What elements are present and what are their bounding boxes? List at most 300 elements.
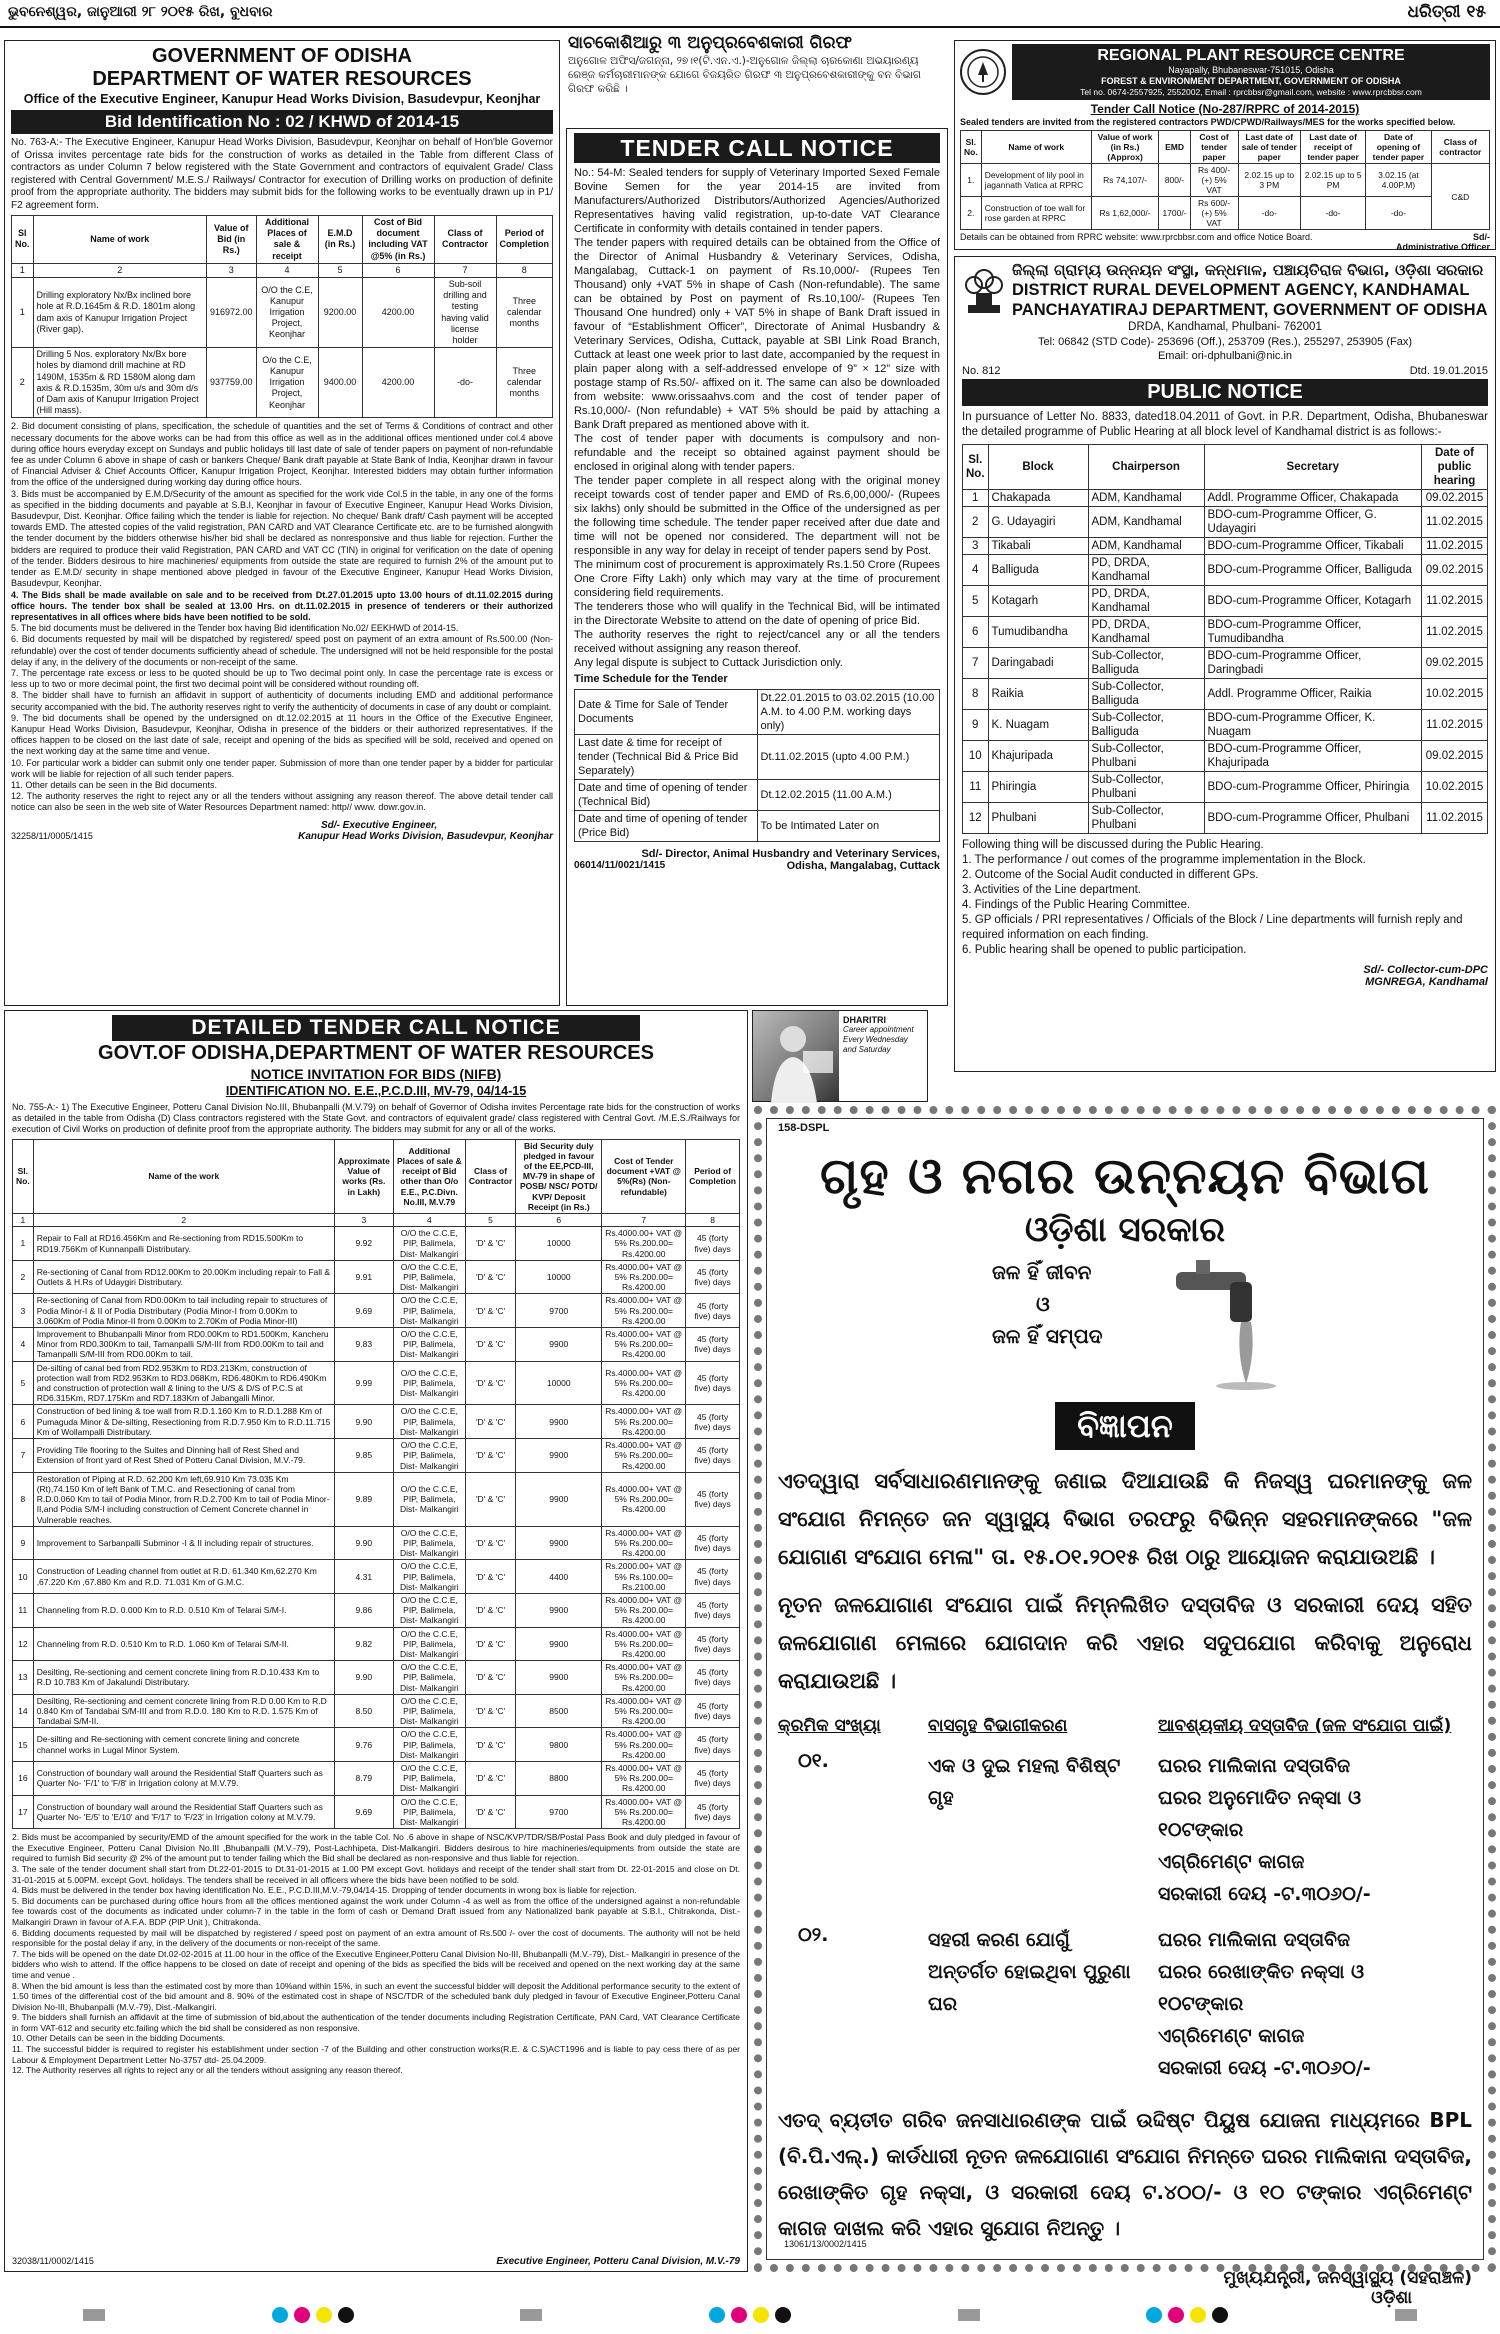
drda-cell: K. Nuagam — [988, 710, 1088, 741]
pcd-cell: O/O the C.C.E, PIP, Balimela, Dist- Malkangiri — [393, 1439, 465, 1473]
rprc-cell: 3.02.15 (at 4.00P.M) — [1366, 164, 1431, 197]
pcd-cell: 9900 — [516, 1472, 602, 1526]
pcd-cell: 8.50 — [334, 1694, 393, 1728]
pcd-clauses — [12, 1832, 740, 2076]
registration-group — [1143, 2307, 1231, 2328]
pcd-cell: 'D' & 'C' — [465, 1761, 515, 1795]
hud-doc: ୧୦ଟଙ୍କାର — [1158, 1993, 1244, 2015]
drda-cell: Addl. Programme Officer, Raikia — [1204, 679, 1421, 710]
dwr-th-value: Value of Bid (in Rs.) — [206, 216, 256, 264]
pcd-cell: 'D' & 'C' — [465, 1526, 515, 1560]
black-dot-icon — [775, 2307, 791, 2323]
dwr-signature-office: Kanupur Head Works Division, Basudevpur, Keonjhar — [298, 830, 553, 842]
pcd-cell: O/O the C.C.E, PIP, Balimela, Dist- Malkangiri — [393, 1294, 465, 1328]
dwr-clauses — [11, 421, 553, 813]
pcd-cell: Improvement to Sarbanpalli Subminor -I & II including repair of structures. — [33, 1526, 334, 1560]
pcd-cell: 9.90 — [334, 1526, 393, 1560]
pcd-cell: 45 (forty five) days — [686, 1361, 740, 1405]
pcd-cell: 14 — [13, 1694, 34, 1728]
registration-group — [269, 2307, 357, 2328]
pcd-th: Bid Security duly pledged in favour of the EE,PCD-III, MV-79 in shape of POSB/ NSC/ POTD/ KVP/ Deposit Receipt (in Rs.) — [516, 1139, 602, 1213]
dwr-colnum-row — [12, 263, 553, 277]
pcd-clause: 10. Other Details can be seen in the bidding Documents. — [12, 2033, 226, 2044]
hud-row — [778, 1750, 1472, 1910]
pcd-cell: Repair to Fall at RD16.456Km and Re-sectioning from RD15.500Km to RD19.756Km of Kunnanpalli Distributary. — [33, 1227, 334, 1261]
table-row — [575, 735, 940, 780]
pcd-cell: 9800 — [516, 1728, 602, 1762]
pcd-cell: 3 — [13, 1294, 34, 1328]
drda-cell: Raikia — [988, 679, 1088, 710]
dwr-cell: O/o the C.E, Kanupur Irrigation Project, Keonjhar — [256, 348, 318, 418]
pcd-cell: Rs.4000.00+ VAT @ 5% Rs.200.00= Rs.4200.00 — [602, 1761, 686, 1795]
table-row — [13, 1260, 740, 1294]
odia-news-body: ଅନୁଗୋଳ ଅଫିସ/ଜଗନ୍ନା, ୨୭।୧(ଟି.ଏନ.ଏ.)-ଅନୁଗୋଳ ଜିଲ୍ଲା ଚାରକୋଣା ଅଭୟାରଣ୍ୟ ରେଞ୍ଜ କର୍ମଚାରୀମାନଙ୍କ ଯୋଗେ ବିଜୟରିତ ଗିରଫ ୩ ଅନୁପ୍ରବେଶକାରୀଙ୍କୁ ବନ ବିଭାଗ ଗିରଫ କରିଛି । — [568, 55, 921, 95]
drda-cell: 10 — [963, 741, 989, 772]
table-row — [575, 780, 940, 811]
hud-table-header — [778, 1716, 1472, 1736]
registration-group — [706, 2307, 794, 2328]
rprc-notice — [954, 40, 1496, 250]
pcd-notice — [4, 1010, 748, 2272]
pcd-clause: 12. The Authority reserves all rights to reject any or all the tenders without assigning any reason thereof. — [12, 2065, 403, 2076]
pcd-cell: 45 (forty five) days — [686, 1526, 740, 1560]
gray-bar-icon — [83, 2309, 105, 2321]
pcd-cell: Rs.4000.00+ VAT @ 5% Rs.200.00= Rs.4200.00 — [602, 1795, 686, 1829]
drda-line1: DISTRICT RURAL DEVELOPMENT AGENCY, KANDHAMAL — [1012, 281, 1470, 299]
pcd-cell: O/O the C.C.E, PIP, Balimela, Dist- Malkangiri — [393, 1694, 465, 1728]
drda-cell: Sub-Collector, Phulbani — [1088, 803, 1204, 834]
pcd-cell: Rs.4000.00+ VAT @ 5% Rs.200.00= Rs.4200.00 — [602, 1472, 686, 1526]
pcd-cell: 8800 — [516, 1761, 602, 1795]
hud-title-wrap — [778, 1402, 1472, 1450]
pcd-cell: Rs.4000.00+ VAT @ 5% Rs.200.00= Rs.4200.00 — [602, 1328, 686, 1362]
dwr-cell: 1 — [12, 278, 34, 348]
drda-cell: Khajuripada — [988, 741, 1088, 772]
dharitri-ad-text-block — [839, 1011, 927, 1101]
rprc-cell: C&D — [1431, 164, 1489, 230]
pcd-th: Approximate Value of works (Rs. in Lakh) — [334, 1139, 393, 1213]
pcd-cell: 45 (forty five) days — [686, 1328, 740, 1362]
pcd-cell: Providing Tile flooring to the Suites and Dinning hall of Rest Shed and Extension of front yard of Rest Shed of Potteru Canal Division, M.V.-79. — [33, 1439, 334, 1473]
table-row — [963, 679, 1488, 710]
pcd-th: Period of Completion — [686, 1139, 740, 1213]
rprc-cell: Rs 600/- (+) 5% VAT — [1190, 197, 1238, 230]
dwr-cell: 916972.00 — [206, 278, 256, 348]
ahvs-para: Any legal dispute is subject to Cuttack Jurisdiction only. — [574, 657, 843, 669]
table-row — [13, 1627, 740, 1661]
rprc-notice-title: Tender Call Notice (No-287/RPRC of 2014-2015) — [1090, 102, 1360, 116]
hud-col1: କ୍ରମିକ ସଂଖ୍ୟା — [778, 1716, 881, 1736]
dwr-cell: 4200.00 — [362, 348, 434, 418]
ahvs-body — [574, 166, 940, 670]
pcd-colnum: 8 — [686, 1214, 740, 1227]
rprc-th: Name of work — [981, 131, 1091, 164]
dwr-th-cost: Cost of Bid document including VAT @5% (in Rs.) — [362, 216, 434, 264]
pcd-cell: Rs.2000.00+ VAT @ 5% Rs.100.00= Rs.2100.00 — [602, 1560, 686, 1594]
hud-doc: ଘରର ମାଲିକାନା ଦସ୍ତାବିଜ — [1158, 1755, 1351, 1777]
drda-cell: Phulbani — [988, 803, 1088, 834]
pcd-footer — [12, 2256, 740, 2267]
dwr-cell: Drilling exploratory Nx/Bx inclined bore hole at R.D.1645m & R.D. 1801m along dam axis of Kanupur Irrigation Project (River gap). — [33, 278, 206, 348]
pcd-th: Additional Places of sale & receipt of Bid other than O/o E.E., P.C.Divn. No.III, M.V.79 — [393, 1139, 465, 1213]
pcd-th: Cost of Tender document +VAT @ 5%(Rs) (Non-refundable) — [602, 1139, 686, 1213]
rprc-cell: 1. — [961, 164, 982, 197]
drda-cell: 09.02.2015 — [1422, 490, 1488, 507]
pcd-cell: 'D' & 'C' — [465, 1405, 515, 1439]
registration-group — [1392, 2308, 1420, 2326]
ahvs-signature2: Odisha, Mangalabag, Cuttack — [786, 860, 940, 872]
rprc-cell: -do- — [1300, 197, 1365, 230]
rprc-cell: Rs 1,62,000/- — [1091, 197, 1159, 230]
pcd-cell: 9.89 — [334, 1472, 393, 1526]
drda-cell: 10.02.2015 — [1422, 772, 1488, 803]
pcd-cell: Re-sectioning of Canal from RD0.00Km to tail including repair to structures of Podia Minor-I & II of Podia Distributary (Podia Minor-I from 0.00Km to 3.060Km of Podia Minor-II from 0.00Km to 2.70Km of Podia Minor-III) — [33, 1294, 334, 1328]
rprc-footer-text: Details can be obtained from RPRC website: www.rprcbbsr.com and office Notice Board. — [960, 232, 1313, 242]
dwr-ref-no: 32258/11/0005/1415 — [11, 830, 93, 841]
dwr-cell: Three calendar months — [496, 348, 552, 418]
pcd-cell: Construction of boundary wall around the Residential Staff Quarters such as Quarter No- 'E/5' to 'E/10' and 'F/17' to 'F/23' in Irrigation colony at M.V.79. — [33, 1795, 334, 1829]
table-row — [13, 1661, 740, 1695]
ahvs-schedule-table — [574, 689, 940, 842]
drda-cell: BDO-cum-Programme Officer, Tikabali — [1204, 538, 1421, 555]
drda-no: No. 812 — [962, 365, 1001, 377]
drda-signature: Sd/- Collector-cum-DPC — [1363, 964, 1488, 976]
drda-odia-header: ଜିଲ୍ଲା ଗ୍ରାମ୍ୟ ଉନ୍ନୟନ ସଂସ୍ଥା, କନ୍ଧମାଳ, ପଞ୍ଚାୟତିରାଜ ବିଭାଗ, ଓଡ଼ିଶା ସରକାର — [1012, 261, 1484, 279]
masthead-right: ଧରିତ୍ରୀ ୧୫ — [1407, 2, 1486, 22]
rprc-cell: 2. — [961, 197, 982, 230]
dwr-signature: Sd/- Executive Engineer, — [321, 819, 438, 831]
rprc-th: EMD — [1159, 131, 1190, 164]
table-row — [963, 555, 1488, 586]
ahvs-cell: Dt.22.01.2015 to 03.02.2015 (10.00 A.M. to 4.00 P.M. working days only) — [757, 690, 940, 735]
black-dot-icon — [338, 2307, 354, 2323]
drda-line2: PANCHAYATIRAJ DEPARTMENT, GOVERNMENT OF ODISHA — [1012, 301, 1488, 319]
pcd-cell: Improvement to Bhubanpalli Minor from RD0.00Km to RD1.500Km, Kancheru Minor from RD0.300Km to tail, Tamanpalli S/M-III from RD0.00Km to tail and Tamanpalli S/M-III from RD0.00Km to tail. — [33, 1328, 334, 1362]
pcd-cell: Construction of Leading channel from outlet at R.D. 61.340 Km,62.270 Km ,67.220 Km ,67.880 Km and R.D. 71.031 Km of G.M.C. — [33, 1560, 334, 1594]
pcd-cell: 9.82 — [334, 1627, 393, 1661]
drda-tel: Tel: 06842 (STD Code)- 253696 (Off.), 253709 (Res.), 255297, 253905 (Fax) — [1037, 336, 1412, 348]
pcd-clause: 6. Bidding documents requested by mail will be dispatched by registered / speed post on payment of an extra amount of Rs.500 /- over the cost of documents. The authority will not be held responsible for the postal delay if any, in the delivery of the documents or non-receipt of the same. — [12, 1927, 740, 1949]
magenta-dot-icon — [294, 2307, 310, 2323]
hud-doc: ଘରର ରେଖାଙ୍କିତ ନକ୍ସା ଓ — [1158, 1961, 1365, 1983]
rprc-logo-icon — [960, 49, 1006, 95]
rprc-footer — [960, 232, 1490, 252]
pcd-cell: O/O the C.C.E, PIP, Balimela, Dist- Malkangiri — [393, 1526, 465, 1560]
ahvs-cell: Date and time of opening of tender (Technical Bid) — [575, 780, 758, 811]
drda-cell: 11.02.2015 — [1422, 586, 1488, 617]
drda-cell: BDO-cum-Programme Officer, K. Nuagam — [1204, 710, 1421, 741]
pcd-cell: 'D' & 'C' — [465, 1661, 515, 1695]
pcd-cell: 9900 — [516, 1439, 602, 1473]
ahvs-para: The cost of tender paper with documents is compulsory and non-refundable and the receipt so obtained against payment should be enclosed in original along with tender papers. — [574, 433, 940, 473]
ahvs-para: The minimum cost of procurement is approximately Rs.1.50 Crore (Rupees One Crore Fifty Lakh) only which may vary at the time of procurement considering field requirements. — [574, 559, 940, 599]
rprc-signature-block — [1396, 232, 1490, 252]
registration-group — [80, 2308, 108, 2326]
pcd-cell: Rs.4000.00+ VAT @ 5% Rs.200.00= Rs.4200.00 — [602, 1227, 686, 1261]
pcd-cell: Desilting, Re-sectioning and cement concrete lining from R.D 0.00 Km to R.D 0.840 Km of Tandabai S/M-III and from R.D.0. 180 Km to R.D. 1.575 Km of Tandabai S/M-II. — [33, 1694, 334, 1728]
drda-cell: ADM, Kandhamal — [1088, 507, 1204, 538]
pcd-cell: 'D' & 'C' — [465, 1627, 515, 1661]
pcd-cell: 9.69 — [334, 1795, 393, 1829]
cyan-dot-icon — [1146, 2307, 1162, 2323]
pcd-cell: O/O the C.C.E, PIP, Balimela, Dist- Malkangiri — [393, 1405, 465, 1439]
dharitri-ad — [752, 1010, 928, 1102]
hud-row-no: ୦୧. — [798, 1750, 829, 1772]
pcd-cell: 6 — [13, 1405, 34, 1439]
pcd-cell: 45 (forty five) days — [686, 1439, 740, 1473]
pcd-cell: Re-sectioning of Canal from RD12.00Km to 20.00Km including repair to Fall & Outlets & H.Rs of Udaygiri Distributary. — [33, 1260, 334, 1294]
pcd-cell: O/O the C.C.E, PIP, Balimela, Dist- Malkangiri — [393, 1661, 465, 1695]
ahvs-ref-no: 06014/11/0021/1415 — [574, 860, 666, 871]
drda-cell: 11.02.2015 — [1422, 710, 1488, 741]
hud-p1: ଏତଦ୍ୱାରା ସର୍ବସାଧାରଣମାନଙ୍କୁ ଜଣାଇ ଦିଆଯାଉଛି କି ନିଜସ୍ୱ ଘରମାନଙ୍କୁ ଜଳ ସଂଯୋଗ ନିମନ୍ତେ ଜନ ସ୍ୱାସ୍ଥ୍ୟ ବିଭାଗ ତରଫରୁ ବିଭିନ୍ନ ସହରମାନଙ୍କରେ "ଜଳ ଯୋଗାଣ ସଂଯୋଗ ମେଳା" ତା. ୧୫.୦୧.୨୦୧୫ ରିଖ ଠାରୁ ଆୟୋଜନ କରାଯାଉଅଛି । — [778, 1469, 1472, 1569]
ahvs-notice — [566, 128, 948, 1006]
pcd-clause: 8. When the bid amount is less than the estimated cost by more than 10%and within 15%, in such an event the successful bidder will deposit the Additional performance security to the extent of 1.50 times of the differential cost of the bid amount and 8. 90% of the estimated cost in shape of NSC/TDR of the scheduled bank duly pledged in favour of Executive Engineer,Potteru Canal Division No-III, Bhubanpalli (M.V.-79), Dist.-Malkangiri. — [12, 1980, 740, 2012]
drda-cell: 09.02.2015 — [1422, 741, 1488, 772]
rprc-header — [960, 44, 1490, 100]
drda-cell: 09.02.2015 — [1422, 555, 1488, 586]
pcd-cell: 2 — [13, 1260, 34, 1294]
drda-cell: Kotagarh — [988, 586, 1088, 617]
pcd-cell: 9.83 — [334, 1328, 393, 1362]
dwr-colnum: 5 — [318, 263, 362, 277]
table-row — [963, 507, 1488, 538]
pcd-cell: 9900 — [516, 1661, 602, 1695]
rprc-th: Value of work (in Rs.) (Approx) — [1091, 131, 1159, 164]
pcd-cell: Rs.4000.00+ VAT @ 5% Rs.200.00= Rs.4200.00 — [602, 1627, 686, 1661]
rprc-cell: -do- — [1238, 197, 1300, 230]
table-row — [13, 1694, 740, 1728]
table-row — [963, 490, 1488, 507]
ahvs-schedule-title: Time Schedule for the Tender — [574, 673, 728, 685]
rprc-th: Class of contractor — [1431, 131, 1489, 164]
pcd-cell: 8500 — [516, 1694, 602, 1728]
drda-cell: PD, DRDA, Kandhamal — [1088, 555, 1204, 586]
pcd-cell: 8.79 — [334, 1761, 393, 1795]
dwr-govt: GOVERNMENT OF ODISHA — [151, 45, 412, 67]
pcd-cell: 9.69 — [334, 1294, 393, 1328]
pcd-colnum: 2 — [33, 1214, 334, 1227]
rprc-intro: Sealed tenders are invited from the registered contractors PWD/CPWD/Railways/MES for the works specified below. — [960, 117, 1456, 127]
odia-news-title: ସାଚକୋଶିଆରୁ ୩ ଅନୁପ୍ରବେଶକାରୀ ଗିରଫ — [568, 33, 852, 53]
dwr-clause: 6. Bid documents requested by mail will be dispatched by registered/ speed post on payment of an extra amount of Rs.500.00 (Non-refundable) over the cost of tender documents sufficiently ahead of schedule. The undersigned will not be held responsible for the postal delay if any, in the delivery of the documents or non-receipt of the same. — [11, 634, 554, 667]
drda-email: Email: ori-dphulbani@nic.in — [1157, 350, 1293, 362]
table-row — [13, 1795, 740, 1829]
drda-th: Sl. No. — [963, 445, 989, 490]
pcd-cell: 9900 — [516, 1593, 602, 1627]
pcd-cell: 9.91 — [334, 1260, 393, 1294]
table-row — [963, 710, 1488, 741]
drda-date: Dtd. 19.01.2015 — [1409, 365, 1488, 377]
hud-p2: ନୂତନ ଜଳଯୋଗାଣ ସଂଯୋଗ ପାଇଁ ନିମ୍ନଲିଖିତ ଦସ୍ତାବିଜ ଓ ସରକାରୀ ଦେୟ ସହିତ ଜଳଯୋଗାଣ ମେଳାରେ ଯୋଗଦାନ କରି ଏହାର ସଦୁପଯୋଗ କରିବାକୁ ଅନୁରୋଧ କରାଯାଉଅଛି । — [778, 1593, 1472, 1693]
dwr-th-class: Class of Contractor — [434, 216, 496, 264]
pcd-colnum: 4 — [393, 1214, 465, 1227]
pcd-cell: 15 — [13, 1728, 34, 1762]
pcd-cell: 45 (forty five) days — [686, 1472, 740, 1526]
pcd-cell: 45 (forty five) days — [686, 1593, 740, 1627]
pcd-ref-no: 32038/11/0002/1415 — [12, 2255, 94, 2266]
hud-code: 158-DSPL — [778, 1122, 830, 1134]
dwr-dept: DEPARTMENT OF WATER RESOURCES — [92, 68, 472, 90]
table-row — [963, 772, 1488, 803]
drda-cell: BDO-cum-Programme Officer, G. Udayagiri — [1204, 507, 1421, 538]
pcd-cell: O/O the C.C.E, PIP, Balimela, Dist- Malkangiri — [393, 1361, 465, 1405]
hud-row-type: ସହରୀ କରଣ ଯୋଗୁଁ ଅନ୍ତର୍ଗତ ହୋଇଥିବା ପୁରୁଣା ଘର — [928, 1929, 1131, 2015]
drda-cell: 2 — [963, 507, 989, 538]
table-row — [13, 1761, 740, 1795]
pcd-cell: 9.85 — [334, 1439, 393, 1473]
pcd-cell: 45 (forty five) days — [686, 1405, 740, 1439]
pcd-cell: Channeling from R.D. 0.000 Km to R.D. 0.510 Km of Telarai S/M-I. — [33, 1593, 334, 1627]
hud-doc: ସରକାରୀ ଦେୟ -ଟ.୩୦୬୦/- — [1158, 2057, 1371, 2079]
pcd-colnum: 3 — [334, 1214, 393, 1227]
hud-slogan1: ଜଳ ହିଁ ଜୀବନ — [992, 1260, 1092, 1284]
dwr-cell: -do- — [434, 348, 496, 418]
pcd-cell: De-silting and Re-sectioning with cement concrete lining and concrete channel works in Lugal Minor System. — [33, 1728, 334, 1762]
hud-ref-no: 13061/13/0002/1415 — [784, 2238, 867, 2249]
dwr-colnum: 4 — [256, 263, 318, 277]
gray-bar-icon — [520, 2309, 542, 2321]
pcd-cell: 10000 — [516, 1361, 602, 1405]
dwr-cell: 9200.00 — [318, 278, 362, 348]
drda-th: Block — [988, 445, 1088, 490]
pcd-cell: 'D' & 'C' — [465, 1294, 515, 1328]
dharitri-ad-name: DHARITRI — [843, 1015, 886, 1025]
pcd-govt: GOVT.OF ODISHA,DEPARTMENT OF WATER RESOURCES — [98, 1042, 654, 1064]
drda-cell: 11.02.2015 — [1422, 507, 1488, 538]
drda-point: 6. Public hearing shall be opened to public participation. — [962, 944, 1247, 956]
dwr-clause: 7. The percentage rate excess or less to be quoted should be up to Two decimal point only. In case the percentage rate is excess or less up to two or more decimal point, the first two decimal point will be considered without rounding off. — [11, 667, 553, 690]
pcd-cell: O/O the C.C.E, PIP, Balimela, Dist- Malkangiri — [393, 1728, 465, 1762]
rprc-cell: Rs 400/- (+) 5% VAT — [1190, 164, 1238, 197]
table-row — [12, 348, 553, 418]
rprc-table — [960, 130, 1490, 230]
drda-th: Chairperson — [1088, 445, 1204, 490]
pcd-signature: Executive Engineer, Potteru Canal Division, M.V.-79 — [496, 2255, 740, 2267]
water-tap-icon — [1166, 1252, 1316, 1392]
drda-title-block — [1012, 261, 1488, 320]
pcd-cell: Rs.4000.00+ VAT @ 5% Rs.200.00= Rs.4200.00 — [602, 1694, 686, 1728]
drda-table-header — [963, 445, 1488, 490]
drda-point: 2. Outcome of the Social Audit conducted in different GPs. — [962, 869, 1259, 881]
black-dot-icon — [1212, 2307, 1228, 2323]
drda-point: 1. The performance / out comes of the programme implementation in the Block. — [962, 854, 1366, 866]
pcd-cell: 'D' & 'C' — [465, 1260, 515, 1294]
table-row — [13, 1361, 740, 1405]
pcd-cell: Rs.4000.00+ VAT @ 5% Rs.200.00= Rs.4200.00 — [602, 1526, 686, 1560]
drda-table — [962, 444, 1488, 834]
rprc-contact: Tel no. 0674-2557925, 2552002, Email : rprcbbsr@gmail.com, website : www.rprcbbsr.com — [1080, 87, 1422, 97]
gray-bar-icon — [1395, 2309, 1417, 2321]
dwr-cell: 4200.00 — [362, 278, 434, 348]
pcd-cell: Desilting, Re-sectioning and cement concrete lining from R.D.10.433 Km to R.D 10.783 Km of Jakalundi Distributary. — [33, 1661, 334, 1695]
pcd-colnum: 5 — [465, 1214, 515, 1227]
pcd-cell: O/O the C.C.E, PIP, Balimela, Dist- Malkangiri — [393, 1795, 465, 1829]
hud-row-type: ଏକ ଓ ଦୁଇ ମହଲା ବିଶିଷ୍ଟ ଗୃହ — [928, 1755, 1121, 1809]
dwr-colnum: 1 — [12, 263, 34, 277]
dwr-th-places: Additional Places of sale & receipt — [256, 216, 318, 264]
drda-following: Following thing will be discussed during the Public Hearing. — [962, 839, 1264, 851]
pcd-cell: Rs.4000.00+ VAT @ 5% Rs.200.00= Rs.4200.00 — [602, 1439, 686, 1473]
pcd-cell: 45 (forty five) days — [686, 1227, 740, 1261]
pcd-clause: 9. The bidders shall furnish an affidavit at the time of submission of bid,about the authentication of the tender documents including Registration Certificate, PAN Card, VAT Clearance Certificate in form VAT-612 and security etc.failing which the bid shall be considered as non responsive. — [12, 2012, 740, 2033]
drda-cell: Tumudibandha — [988, 617, 1088, 648]
drda-intro: In pursuance of Letter No. 8833, dated18.04.2011 of Govt. in P.R. Department, Odisha, Bhubaneswar the detailed programme of Public Hearing at all block level of Kandhamal district is as follows:- — [962, 411, 1488, 438]
pcd-colnum: 1 — [13, 1214, 34, 1227]
drda-cell: BDO-cum-Programme Officer, Khajuripada — [1204, 741, 1421, 772]
table-row — [963, 803, 1488, 834]
dwr-clause: 3. Bids must be accompanied by E.M.D/Security of the amount as specified for the work vide Col.5 in the table, in any one of the forms as specified in the bidding documents and payable at S.B.I, Keonjhar in favour of Executive Engineer, Kanupur Head Works Division, Basudevpur, Dist. Keonjhar. Office failing which the tender is liable for rejection. No cheque/ Bank draft/ Cash payment will be accepted towards EMD. The attested copies of the valid registration, PAN CARD and VAT Clearance Certificate etc. are to be furnished alongwith the tender document by the bidders otherwise his/her bid shall be declared as nonresponsive and thus liable for rejection. Further the bidders are required to produce their valid Registration, PAN CARD and VAT CC (TIN) in original for verification on the date of opening of the tender. Bidders desirous to hire machineries/ equipments from outside the state are required to furnish 2% of the amount put to tender as E.M.D/ security in shape mentioned above pledged in favour of the Executive Engineer, Kanupur Head Works Division, Basudevpur, Keonjhar. — [11, 488, 553, 589]
table-row — [13, 1227, 740, 1261]
rprc-cell: Development of lily pool in jagannath Vatica at RPRC — [981, 164, 1091, 197]
dwr-cell: 9400.00 — [318, 348, 362, 418]
drda-cell: 11.02.2015 — [1422, 617, 1488, 648]
drda-point: 3. Activities of the Line department. — [962, 884, 1141, 896]
dwr-clause: 12. The authority reserves the right to reject any or all the tenders without assigning any reason thereof. The above detail tender call notice can also be seen in the web site of Water Resources Department named: http// www. dowr.gov.in. — [11, 791, 553, 813]
pcd-cell: 9900 — [516, 1328, 602, 1362]
hud-title: ବିଜ୍ଞାପନ — [1055, 1402, 1195, 1450]
pcd-cell: 4400 — [516, 1560, 602, 1594]
pcd-table-header — [13, 1139, 740, 1213]
pcd-colnum: 6 — [516, 1214, 602, 1227]
pcd-th: Class of Contractor — [465, 1139, 515, 1213]
drda-cell: 11.02.2015 — [1422, 803, 1488, 834]
table-row — [13, 1439, 740, 1473]
drda-cell: Balliguda — [988, 555, 1088, 586]
pcd-cell: 4 — [13, 1328, 34, 1362]
pcd-cell: 10000 — [516, 1227, 602, 1261]
pcd-cell: O/O the C.C.E, PIP, Balimela, Dist- Malkangiri — [393, 1472, 465, 1526]
hud-slogan-and: ଓ — [1036, 1292, 1050, 1316]
drda-cell: Sub-Collector, Balliguda — [1088, 648, 1204, 679]
drda-cell: 5 — [963, 586, 989, 617]
pcd-cell: 45 (forty five) days — [686, 1260, 740, 1294]
drda-numbers — [962, 365, 1488, 377]
pcd-cell: 45 (forty five) days — [686, 1560, 740, 1594]
drda-cell: 1 — [963, 490, 989, 507]
table-row — [575, 811, 940, 842]
masthead-left: ଭୁବନେଶ୍ୱର, ଜାନୁଆରୀ ୨୮ ୨୦୧୫ ରିଖ, ବୁଧବାର — [8, 4, 273, 20]
pcd-clause: 7. The bids will be opened on the date Dt.02-02-2015 at 11.00 hour in the office of the Executive Engineer,Potteru Canal Division No-III, Bhubanpalli (M.V.-79), Dist.- Malkangiri in presence of the bidders who wish to attend. If the office happens to be closed on date of receipt and opening of the bids as specified the bids will be received and opened on the next working day at the same time and venue . — [12, 1948, 740, 1980]
pcd-cell: 'D' & 'C' — [465, 1728, 515, 1762]
dwr-cell: Drilling 5 Nos. exploratory Nx/Bx bore holes by diamond drill machine at RD 1490M, 1535m & RD 1580M along dam axis & R.D.1535m, 30m u/s and 30m d/s of Dam axis of Kanupur Irrigation Project (Hill mass). — [33, 348, 206, 418]
drda-cell: 6 — [963, 617, 989, 648]
rprc-th: Last date of sale of tender paper — [1238, 131, 1300, 164]
dwr-cell: O/O the C.E, Kanupur Irrigation Project, Keonjhar — [256, 278, 318, 348]
pcd-colnum-row — [13, 1214, 740, 1227]
hud-row-docs — [1158, 1924, 1472, 2084]
pcd-clause: 4. Bids must be delivered in the tender box having identification No. E.E., P.C.D.III,M.V.-79,04/14-15. Dropping of tender documents in wrong box is liable for rejection. — [12, 1885, 637, 1896]
pcd-cell: 17 — [13, 1795, 34, 1829]
table-row — [963, 617, 1488, 648]
table-row — [12, 278, 553, 348]
pcd-cell: 9.90 — [334, 1661, 393, 1695]
pcd-intro: No. 755-A:- 1) The Executive Engineer, Potteru Canal Division No.III, Bhubanpalli (M.V.79) on behalf of Governor of Odisha invites Percentage rate bids for the construction of works as detailed in the table from Odisha (D) Class contractors registered with the State Govt. and contractors of equivalent grade/ class registered with Central Govt. /M.E.S./Railways for execution of Civil Works on production of definite proof from the appropriate authority. The bidders may submit for any or all of the works. — [12, 1102, 740, 1135]
pcd-cell: 45 (forty five) days — [686, 1627, 740, 1661]
hud-doc: ୧୦ଟଙ୍କାର — [1158, 1819, 1244, 1841]
ahvs-para: The authority reserves the right to reject/cancel any or all the tenders received without assigning any reason thereof. — [574, 629, 940, 655]
pcd-cell: 9.86 — [334, 1593, 393, 1627]
drda-signature2: MGNREGA, Kandhamal — [1365, 976, 1488, 988]
yellow-dot-icon — [1190, 2307, 1206, 2323]
rprc-cell: -do- — [1366, 197, 1431, 230]
dwr-table — [11, 215, 553, 418]
pcd-cell: O/O the C.C.E, PIP, Balimela, Dist- Malkangiri — [393, 1593, 465, 1627]
hud-row — [778, 1924, 1472, 2084]
pcd-cell: 9.92 — [334, 1227, 393, 1261]
dwr-th-name: Name of work — [33, 216, 206, 264]
drda-cell: PD, DRDA, Kandhamal — [1088, 586, 1204, 617]
